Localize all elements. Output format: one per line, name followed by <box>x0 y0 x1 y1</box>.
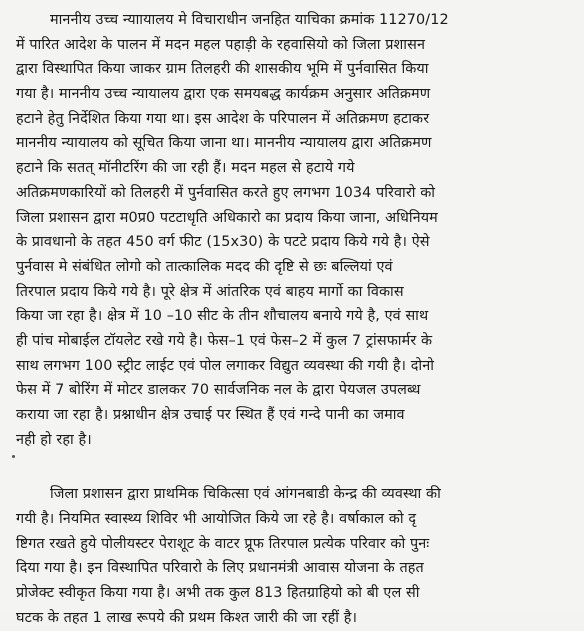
paragraph-2 <box>16 482 574 630</box>
text-line: में पारित आदेश के पालन में मदन महल पहाड़ी के रहवासियो को जिला प्रशासन <box>16 36 426 53</box>
paragraph-gap <box>16 452 574 482</box>
text-line: गयी है। नियमित स्वास्थ्य शिविर भी आयोजित किये जा रहे है। वर्षाकाल को दृ <box>16 511 417 528</box>
text-line: हटाने हेतु निर्देशित किया गया था। इस आदेश के परिपालन में अतिक्रमण हटाकर <box>16 110 430 127</box>
text-line: के प्रावधानो के तहत 450 वर्ग फीट (15x30) के पटटे प्रदाय किये गये है। ऐसे <box>16 234 430 251</box>
text-line: किया जा रहा है। क्षेत्र में 10 –10 सीट के तीन शौचालय बनाये गये है, एवं साथ <box>16 308 429 325</box>
text-line: माननीय न्यायालय को सूचित किया जाना था। माननीय न्यायालय द्वारा अतिक्रमण <box>16 135 432 152</box>
text-line: जिला प्रशासन द्वारा म0प्र0 पटटाधृति अधिकारो का प्रदाय किया जाना, अधिनियम <box>16 209 438 226</box>
text-line: ही पांच मोबाईल टॉयलेट रखे गये है। फेस–1 एवं फेस–2 में कुल 7 ट्रांसफार्मर के <box>16 332 433 349</box>
text-line: माननीय उच्च न्याायालय मे विचाराधीन जनहित याचिका क्रमांक 11270/12 <box>50 12 449 28</box>
text-line: तिरपाल प्रदाय किये गये है। पूरे क्षेत्र में आंतरिक एवं बाहय मार्गो का विकास <box>16 283 404 300</box>
text-line: नही हो रहा है। <box>16 431 92 448</box>
text-line: ष्टिगत रखते हुये पोलीयस्टर पेराशूट के वाटर प्रूफ तिरपाल प्रत्येक परिवार को पुनः <box>16 535 430 552</box>
text-line: गया है। माननीय उच्च न्यायालय द्वारा एक समयबद्ध कार्यक्रम अनुसार अतिक्रमण <box>16 86 431 103</box>
paragraph-1 <box>16 8 574 452</box>
text-line: कराया जा रहा है। प्रश्नाधीन क्षेत्र उचाई पर स्थित हैं एवं गन्दे पानी का जमाव <box>16 407 405 423</box>
scan-speck <box>12 455 15 458</box>
text-line: हटाने कि सतत् मॉनीटरिंग की जा रही हैं। मदन महल से हटाये गये <box>16 160 355 177</box>
text-line: अतिक्रमणकारियों को तिलहरी में पुर्नवासित करते हुए लगभग 1034 परिवारो को <box>16 184 436 201</box>
text-line: द्वारा विस्थापित किया जाकर ग्राम तिलहरी की शासकीय भूमि में पुर्नवासित किया <box>16 61 429 78</box>
text-line: घटक के तहत 1 लाख रूपये की प्रथम किश्त जारी की जा रहीं है। <box>16 609 358 626</box>
text-line: प्रोजेक्ट स्वीकृत किया गया है। अभी तक कुल 813 हितग्राहियो को बी एल सी <box>16 585 420 602</box>
text-line: जिला प्रशासन द्वारा प्राथमिक चिकित्सा एवं आंगनबाडी केन्द्र की व्यवस्था की <box>50 486 441 503</box>
text-line: फेस में 7 बोरिंग में मोटर डालकर 70 सार्वजनिक नल के द्वारा पेयजल उपलब्ध <box>16 382 421 399</box>
text-line: दिया गया है। इन विस्थापित परिवारो के लिए प्रधानमंत्री आवास योजना के तहत <box>16 560 424 577</box>
text-line: साथ लगभग 100 स्ट्रीट लाईट एवं पोल लगाकर विद्युत व्यवस्था की गयी है। दोनो <box>16 357 435 374</box>
text-line: पुर्नवास मे संबंधित लोगो को तात्कालिक मदद की दृष्टि से छः बल्लियां एवं <box>16 258 393 275</box>
